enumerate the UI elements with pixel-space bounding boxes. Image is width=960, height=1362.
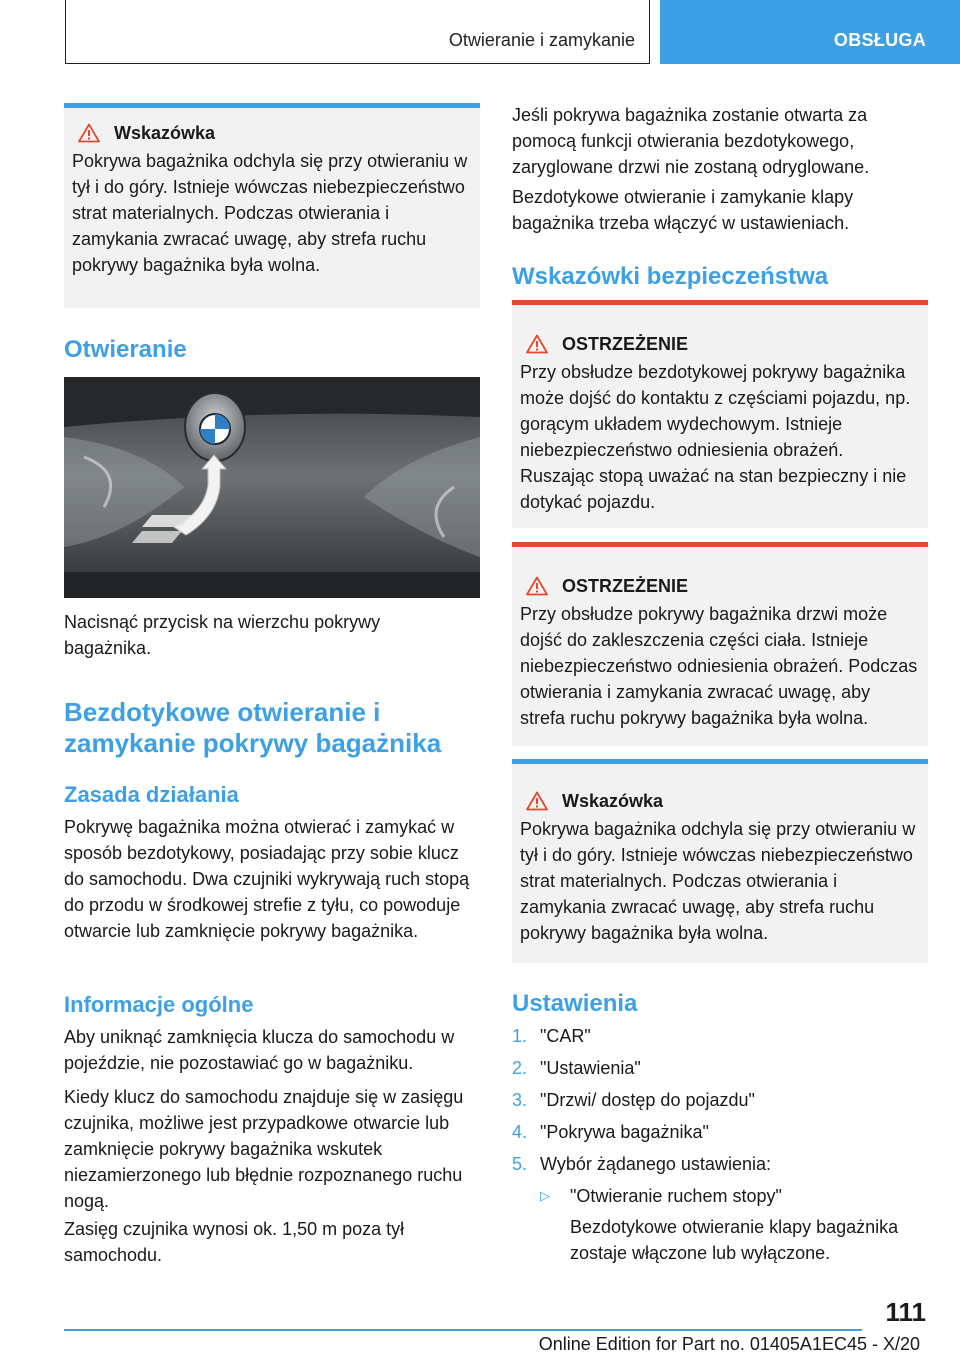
note-box-right <box>512 759 928 963</box>
heading-opening: Otwieranie <box>64 336 187 363</box>
heading-touchless-line2: zamykanie pokrywy bagażnika <box>64 728 442 758</box>
general-paragraph-2: Kiedy klucz do samochodu znajduje się w zasięgu czujnika, możliwe jest przypadkowe otwarcie lub zamknięcie pokrywy bagażnika wskutek niezamierzonego lub błędnie rozpoznanego ruchu nogą. <box>64 1087 464 1211</box>
step-item: 1. "CAR" <box>512 1026 591 1046</box>
warning-triangle-icon <box>526 791 548 811</box>
substep <box>540 1180 925 1266</box>
note-text: Pokrywa bagażnika odchyla się przy otwieraniu w tył i do góry. Istnieje wówczas niebezpieczeństwo strat materialnych. Podczas otwierania i zamykania zwracać uwagę, aby strefa ruchu pokrywy bagażnika była wolna. <box>520 819 916 943</box>
header-chapter-tab <box>660 0 960 64</box>
header-rule-right <box>649 0 650 64</box>
header-rule-bottom <box>65 63 650 64</box>
footer-edition: Online Edition for Part no. 01405A1EC45 - X/20 <box>538 1334 920 1354</box>
header-chapter-label: OBSŁUGA <box>833 30 926 50</box>
step-item: 3. "Drzwi/ dostęp do pojazdu" <box>512 1090 755 1110</box>
note-title: Wskazówka <box>562 790 664 811</box>
intro-paragraph-2: Bezdotykowe otwieranie i zamykanie klapy bagażnika trzeba włączyć w ustawieniach. <box>512 187 854 233</box>
warning-text: Przy obsłudze bezdotykowej pokrywy bagażnika może dojść do kontaktu z częściami pojazdu, np. gorącym układem wydechowym. Istnieje niebezpieczeństwo odniesienia obrażeń. Ruszając stopą uważać na stan bezpieczny i nie dotykać pojazdu. <box>520 362 911 512</box>
warning-title: OSTRZEŻENIE <box>562 333 689 354</box>
general-paragraph-1: Aby uniknąć zamknięcia klucza do samochodu w pojeździe, nie pozostawiać go w bagażniku. <box>64 1027 455 1073</box>
intro-paragraph-1: Jeśli pokrywa bagażnika zostanie otwarta za pomocą funkcji otwierania bezdotykowego, zaryglowane drzwi nie zostaną odryglowane. <box>512 105 870 177</box>
note-title: Wskazówka <box>114 122 216 143</box>
heading-general: Informacje ogólne <box>64 992 254 1017</box>
trunk-button-illustration <box>64 377 480 598</box>
triangle-bullet-icon: ▷ <box>540 1188 550 1203</box>
heading-settings: Ustawienia <box>512 990 638 1017</box>
warning-triangle-icon <box>526 334 548 354</box>
principle-text: Pokrywę bagażnika można otwierać i zamykać w sposób bezdotykowy, posiadając przy sobie klucz do samochodu. Dwa czujniki wykrywają ruch stopą do przodu w środkowej strefie z tyłu, co powoduje otwarcie lub zamknięcie pokrywy bagażnika. <box>64 817 470 941</box>
footer-rule <box>64 1329 862 1331</box>
general-paragraph-3: Zasięg czujnika wynosi ok. 1,50 m poza tył samochodu. <box>64 1219 405 1265</box>
step-item: 5. Wybór żądanego ustawienia: <box>512 1154 771 1174</box>
warning-triangle-icon <box>78 123 100 143</box>
header-section-title: Otwieranie i zamykanie <box>448 30 635 50</box>
image-caption: Nacisnąć przycisk na wierzchu pokrywy bagażnika. <box>64 612 381 658</box>
warning-box-1 <box>512 300 928 528</box>
step-item: 4. "Pokrywa bagażnika" <box>512 1122 709 1142</box>
warning-box-2 <box>512 542 928 746</box>
note-text: Pokrywa bagażnika odchyla się przy otwieraniu w tył i do góry. Istnieje wówczas niebezpieczeństwo strat materialnych. Podczas otwierania i zamykania zwracać uwagę, aby strefa ruchu pokrywy bagażnika była wolna. <box>72 151 468 275</box>
substep-label: "Otwieranie ruchem stopy" <box>570 1186 782 1206</box>
warning-triangle-icon <box>526 576 548 596</box>
heading-safety: Wskazówki bezpieczeństwa <box>512 263 829 290</box>
header-rule-left <box>65 0 66 64</box>
warning-text: Przy obsłudze pokrywy bagażnika drzwi może dojść do zakleszczenia części ciała. Istnieje niebezpieczeństwo odniesienia obrażeń. Podczas otwierania i zamykania zwracać uwagę, aby strefa ruchu pokrywy bagażnika była wolna. <box>520 604 918 728</box>
heading-touchless-line1: Bezdotykowe otwieranie i <box>64 697 381 727</box>
settings-steps <box>512 1020 928 1180</box>
warning-title: OSTRZEŻENIE <box>562 575 689 596</box>
page-number: 111 <box>885 1297 926 1327</box>
substep-description: Bezdotykowe otwieranie klapy bagażnika zostaje włączone lub wyłączone. <box>570 1217 899 1263</box>
step-item: 2. "Ustawienia" <box>512 1058 641 1078</box>
heading-principle: Zasada działania <box>64 782 239 807</box>
note-box-left <box>64 103 480 308</box>
